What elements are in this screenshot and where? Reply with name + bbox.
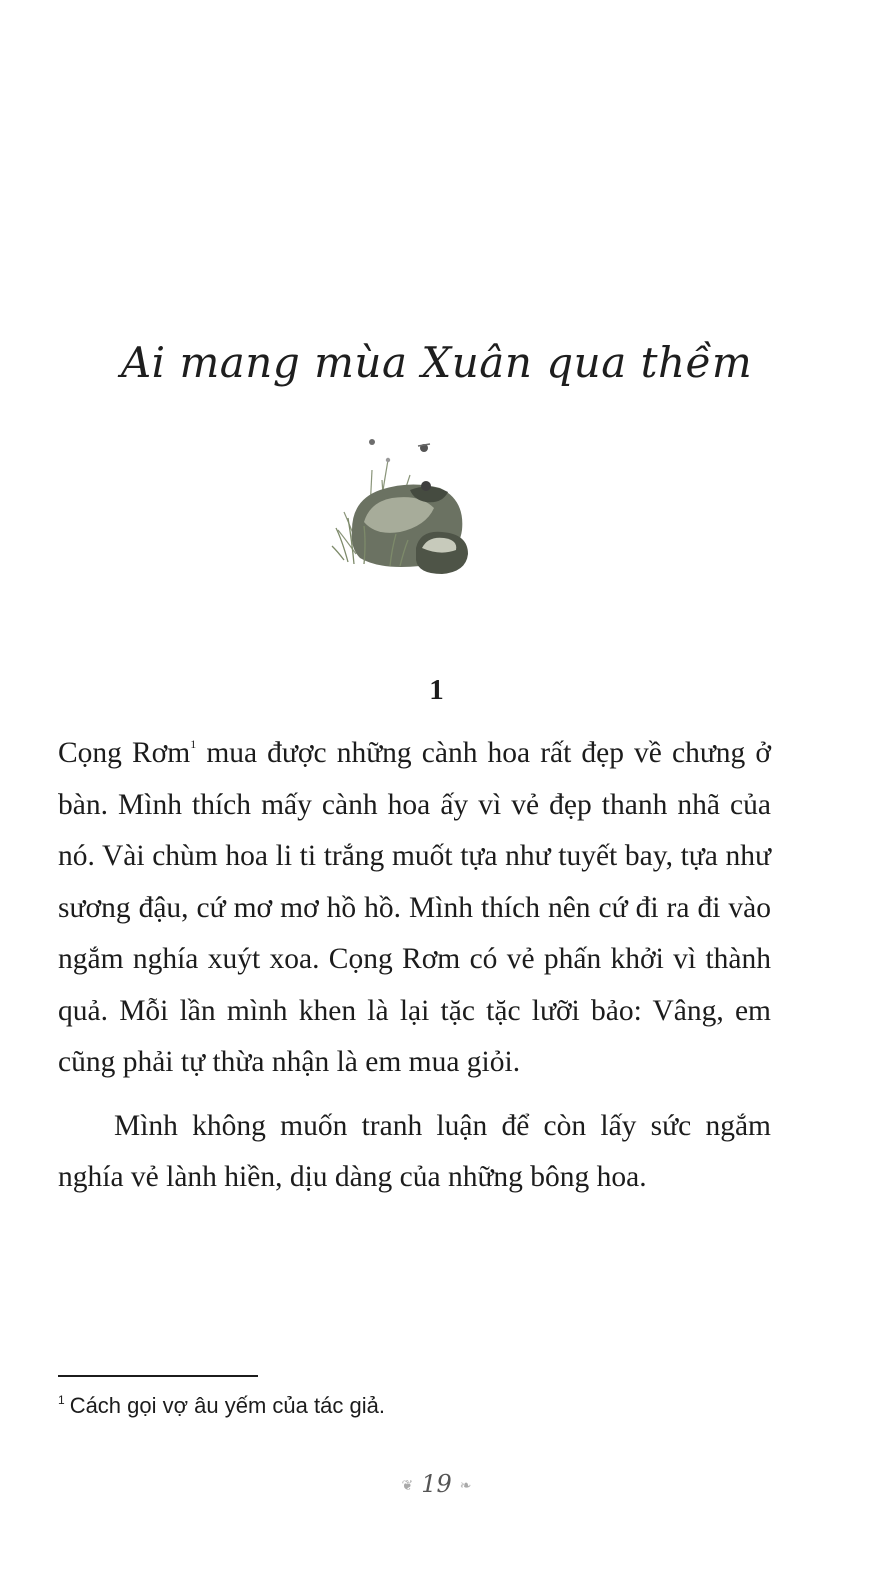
paragraph-1-start: Cọng Rơm [58,737,191,769]
leaf-sprig-icon: ❦ [401,1479,414,1494]
body-text [58,728,771,1204]
stones-grass-illustration [330,430,480,580]
footnote-reference[interactable]: 1 [190,737,197,751]
page-number: 19 [421,1470,452,1498]
footnote [58,1393,771,1419]
leaf-sprig-icon: ❧ [459,1479,472,1494]
paragraph-1-rest: mua được những cành hoa rất đẹp về chưng ở bàn. Mình thích mấy cành hoa ấy vì vẻ đẹp thanh nhã của nó. Vài chùm hoa li ti trắng muốt tựa như tuyết bay, tựa như sương đậu, cứ mơ mơ hồ hồ. Mình thích nên cứ đi ra đi vào ngắm nghía xuýt xoa. Cọng Rơm có vẻ phấn khởi vì thành quả. Mỗi lần mình khen là lại tặc tặc lưỡi bảo: Vâng, em cũng phải tự thừa nhận là em mua giỏi. [58,737,771,1078]
footnote-text: Cách gọi vợ âu yếm của tác giả. [69,1393,385,1418]
paragraph-1 [58,728,771,1089]
section-number: 1 [429,674,444,706]
footnote-divider [58,1375,258,1377]
footnote-marker: 1 [58,1393,65,1407]
page-footer [0,1470,873,1498]
paragraph-2: Mình không muốn tranh luận để còn lấy sức ngắm nghía vẻ lành hiền, dịu dàng của những bông hoa. [58,1109,771,1193]
chapter-title: Ai mang mùa Xuân qua thềm [120,338,753,387]
